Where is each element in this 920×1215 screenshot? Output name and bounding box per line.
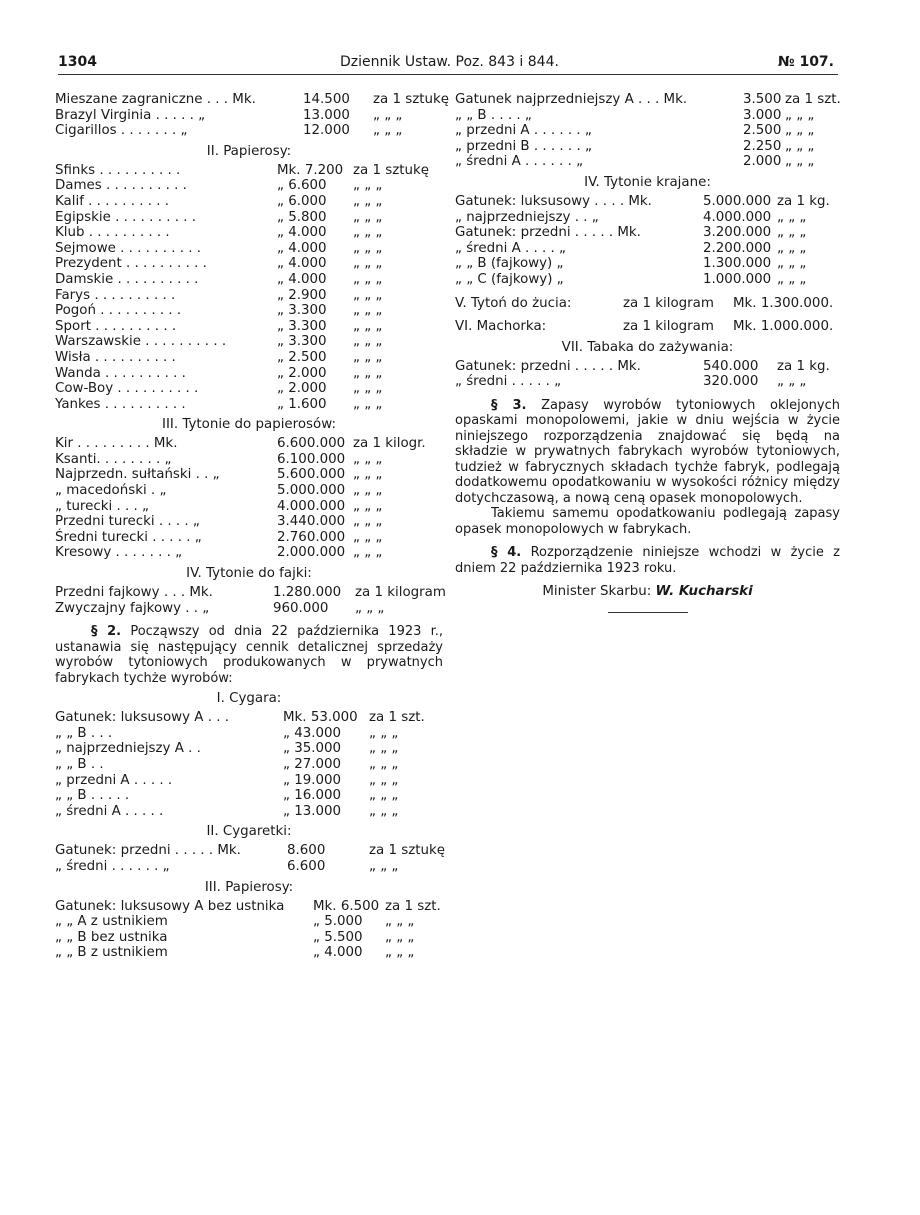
- list-item: [55, 288, 443, 304]
- item-label: „ przedni A . . . . . . „: [455, 123, 592, 139]
- item-label: Średni turecki . . . . . „: [55, 529, 202, 545]
- section-mark: § 3.: [491, 397, 527, 413]
- item-price: 5.000.000: [277, 483, 346, 499]
- item-price: „ 4.000: [313, 945, 363, 961]
- list-item: [55, 452, 443, 468]
- tabaka-list: [455, 359, 840, 390]
- item-unit: „ „ „: [777, 225, 807, 241]
- list-item: [55, 467, 443, 483]
- item-price: „ 3.300: [277, 334, 327, 350]
- item-unit: za 1 szt.: [385, 898, 441, 914]
- paragraph-2: [55, 624, 443, 686]
- list-item: [55, 210, 443, 226]
- item-label: Przedni fajkowy . . . Mk.: [55, 585, 213, 601]
- dot-leader: . . . . . . . . . .: [95, 303, 182, 319]
- item-label: „ „ A z ustnikiem: [55, 914, 168, 930]
- item-price: 1.000.000: [703, 271, 772, 287]
- paragraph-4: [455, 545, 840, 576]
- item-price: „ 2.000: [277, 365, 327, 381]
- item-label: Kresowy . . . . . . . „: [55, 545, 183, 561]
- list-item: [55, 914, 443, 930]
- item-price: „ 3.300: [277, 303, 327, 319]
- item-unit: „ „ „: [369, 725, 399, 741]
- item-price: 6.100.000: [277, 451, 346, 467]
- end-rule: [608, 612, 688, 613]
- list-item: [55, 545, 443, 561]
- dot-leader: . . . . . . . . . .: [115, 240, 202, 256]
- item-label: V. Tytoń do żucia:: [455, 295, 572, 311]
- item-unit: „ „ „: [353, 498, 383, 514]
- list-item: [55, 741, 443, 757]
- page-header: [58, 52, 838, 75]
- cygaretki-list: [55, 843, 446, 874]
- dot-leader: . . . . . . . . . .: [140, 334, 227, 350]
- krajane-heading: IV. Tytonie krajane:: [584, 174, 711, 190]
- item-unit: „ „ „: [355, 600, 385, 616]
- item-price: 2.250: [743, 138, 782, 154]
- item-price: Mk. 6.500: [313, 898, 380, 914]
- item-label: VI. Machorka:: [455, 319, 547, 335]
- list-item: [455, 272, 840, 288]
- list-item: [55, 241, 443, 257]
- item-label: Ksanti. . . . . . . . „: [55, 451, 172, 467]
- item-price: 3.000: [743, 107, 782, 123]
- list-item: [55, 843, 446, 859]
- item-price: „ 27.000: [283, 757, 342, 772]
- list-item: [55, 163, 443, 179]
- item-label: „ „ B . . . . „: [455, 107, 532, 123]
- item-unit: „ „ „: [777, 209, 807, 225]
- item-unit: za 1 kilogr.: [353, 436, 426, 452]
- item-label: „ najprzedniejszy A . .: [55, 741, 201, 757]
- papierosy-heading: II. Papierosy:: [206, 143, 292, 159]
- item-unit: „ „ „: [385, 945, 415, 961]
- item-price: 1.280.000: [273, 585, 342, 601]
- list-item: [55, 530, 443, 546]
- item-label: Sport . . . . . . . . . .: [55, 318, 177, 334]
- item-unit: „ „ „: [385, 914, 415, 930]
- item-unit: „ „ „: [353, 529, 383, 545]
- list-item: [55, 108, 443, 124]
- list-item: [55, 366, 443, 382]
- item-unit: „ „ „: [353, 381, 383, 397]
- item-label: „ macedoński . „: [55, 483, 167, 499]
- item-price: „ 16.000: [283, 788, 342, 804]
- item-unit: „ „ „: [353, 193, 383, 209]
- item-label: „ „ B . . .: [55, 725, 113, 741]
- item-price: Mk. 1.000.000.: [733, 319, 834, 335]
- item-price: 2.200.000: [703, 240, 772, 256]
- item-price: 1.300.000: [703, 256, 772, 272]
- item-label: „ średni A . . . . . . „: [455, 154, 584, 170]
- item-price: 3.200.000: [703, 225, 772, 241]
- cygaretki-heading: II. Cygaretki:: [206, 824, 292, 840]
- item-price: Mk. 7.200: [277, 162, 344, 178]
- list-item: [455, 108, 840, 124]
- item-price: „ 6.600: [277, 178, 327, 194]
- list-item: [55, 381, 443, 397]
- list-item: [455, 139, 840, 155]
- paragraph-3: [455, 398, 840, 507]
- item-label: „ najprzedniejszy . . „: [455, 209, 599, 225]
- list-item: [55, 334, 443, 350]
- issue-number: № 107.: [777, 54, 834, 70]
- cygara-list: [55, 710, 443, 819]
- item-unit: „ „ „: [785, 138, 815, 154]
- list-item: [55, 92, 450, 108]
- list-item: [455, 194, 840, 210]
- item-price: 5.000.000: [703, 193, 772, 209]
- dot-leader: . . . . . . . . . .: [100, 396, 186, 412]
- tytonie-list: [55, 436, 443, 561]
- list-item: [55, 499, 443, 515]
- item-label: „ średni A . . . . „: [455, 240, 566, 256]
- item-label: „ „ C (fajkowy) „: [455, 271, 564, 287]
- fajki-list: [55, 585, 446, 616]
- papierosy-list: [55, 163, 443, 413]
- item-unit: „ „ „: [785, 154, 815, 170]
- list-item: [55, 256, 443, 272]
- item-price: 8.600: [287, 843, 326, 859]
- paragraph-text: Rozporządzenie niniejsze wchodzi w życie z dniem 22 października 1923 roku.: [455, 545, 841, 576]
- item-label: Sfinks . . . . . . . . . .: [55, 162, 181, 178]
- dot-leader: . . . . . . . . . .: [113, 271, 199, 287]
- item-unit: „ „ „: [353, 287, 383, 303]
- item-label: Przedni turecki . . . . „: [55, 514, 200, 530]
- cygara-heading: I. Cygara:: [216, 691, 282, 707]
- item-unit: za 1 sztukę: [369, 843, 446, 859]
- item-label: Prezydent . . . . . . . . . .: [55, 256, 207, 272]
- item-label: „ „ B . .: [55, 757, 104, 772]
- zucie-row: [455, 296, 840, 312]
- item-price: 3.440.000: [277, 514, 346, 530]
- item-unit: za 1 szt.: [785, 92, 841, 107]
- list-item: [455, 256, 840, 272]
- item-label: Cigarillos . . . . . . . „: [55, 123, 188, 139]
- item-label: „ średni . . . . . „: [455, 374, 562, 390]
- list-item: [55, 303, 443, 319]
- list-item: [55, 319, 443, 335]
- item-unit: za 1 kg.: [777, 358, 830, 374]
- section-mark: § 4.: [491, 545, 522, 561]
- papierosy2-heading: III. Papierosy:: [204, 879, 294, 895]
- item-unit: „ „ „: [353, 271, 383, 287]
- item-price: „ 5.000: [313, 914, 363, 930]
- item-label: „ „ B bez ustnika: [55, 929, 168, 945]
- item-unit: „ „ „: [353, 178, 383, 194]
- item-unit: „ „ „: [353, 451, 383, 467]
- item-price: 14.500: [303, 92, 350, 107]
- list-item: [455, 123, 840, 139]
- item-price: „ 6.000: [277, 193, 327, 209]
- item-label: Damskie . . . . . . . . . .: [55, 271, 199, 287]
- item-label: „ turecki . . . „: [55, 498, 149, 514]
- item-price: „ 2.500: [277, 349, 327, 365]
- item-label: Warszawskie . . . . . . . . . .: [55, 334, 227, 350]
- item-label: Wanda . . . . . . . . . .: [55, 365, 186, 381]
- item-label: Klub . . . . . . . . . .: [55, 225, 170, 241]
- item-unit: za 1 sztukę: [353, 162, 430, 178]
- item-price: 2.760.000: [277, 529, 346, 545]
- dot-leader: . . . . . . . . . .: [101, 178, 187, 194]
- item-price: 12.000: [303, 123, 350, 139]
- item-price: 3.500: [743, 92, 782, 107]
- item-price: 6.600: [287, 858, 326, 874]
- dot-leader: . . . . . . . . . .: [90, 318, 177, 334]
- item-label: Egipskie . . . . . . . . . .: [55, 209, 197, 225]
- item-price: 2.000.000: [277, 545, 346, 561]
- item-label: Cow-Boy . . . . . . . . . .: [55, 381, 199, 397]
- dot-leader: . . . . . . . . . .: [121, 256, 207, 272]
- item-label: „ „ B z ustnikiem: [55, 945, 168, 961]
- item-price: „ 1.600: [277, 396, 327, 412]
- item-price: „ 4.000: [277, 240, 327, 256]
- left-column: [55, 92, 450, 961]
- item-label: „ przedni A . . . . .: [55, 772, 173, 788]
- list-item: [55, 483, 443, 499]
- item-unit: „ „ „: [369, 803, 399, 819]
- list-item: [55, 397, 443, 413]
- signature: [455, 584, 840, 600]
- item-unit: „ „ „: [353, 225, 383, 241]
- item-unit: za 1 sztukę: [373, 92, 450, 107]
- list-item: [55, 804, 443, 820]
- list-item: [455, 92, 840, 108]
- item-label: Gatunek: przedni . . . . . Mk.: [55, 843, 241, 859]
- item-unit: „ „ „: [777, 256, 807, 272]
- item-unit: za 1 kilogram: [623, 319, 714, 335]
- section-mark: § 2.: [91, 624, 122, 640]
- item-unit: „ „ „: [785, 107, 815, 123]
- tytonie-heading: III. Tytonie do papierosów:: [162, 417, 336, 433]
- item-price: „ 19.000: [283, 772, 342, 788]
- item-price: 320.000: [703, 374, 759, 390]
- item-unit: „ „ „: [373, 107, 403, 123]
- list-item: [55, 194, 443, 210]
- item-label: Zwyczajny fajkowy . . „: [55, 600, 210, 616]
- list-item: [55, 350, 443, 366]
- item-price: 4.000.000: [277, 498, 346, 514]
- dot-leader: . . . . . . . . . .: [90, 287, 176, 303]
- item-unit: „ „ „: [353, 318, 383, 334]
- item-unit: „ „ „: [353, 303, 383, 319]
- item-unit: „ „ „: [369, 858, 399, 874]
- item-price: „ 2.900: [277, 287, 327, 303]
- item-price: Mk. 53.000: [283, 710, 358, 726]
- list-item: [55, 436, 443, 452]
- item-unit: za 1 kilogram: [623, 295, 714, 311]
- item-unit: „ „ „: [353, 240, 383, 256]
- dot-leader: . . . . . . . . . .: [110, 209, 197, 225]
- item-unit: „ „ „: [353, 365, 383, 381]
- item-price: 540.000: [703, 358, 759, 374]
- gatunki-list: [455, 92, 840, 170]
- item-price: 2.000: [743, 154, 782, 170]
- item-price: 960.000: [273, 600, 329, 616]
- dot-leader: . . . . . . . . . .: [100, 365, 186, 381]
- item-unit: „ „ „: [785, 123, 815, 139]
- list-item: [55, 514, 443, 530]
- item-unit: „ „ „: [385, 929, 415, 945]
- item-label: „ „ B . . . . .: [55, 788, 130, 804]
- item-label: „ „ B (fajkowy) „: [455, 256, 564, 272]
- item-unit: „ „ „: [369, 772, 399, 788]
- list-item: [55, 601, 443, 617]
- paragraph-text: Począwszy od dnia 22 października 1923 r., ustanawia się następujący cennik detalicznej sprzedaży wyrobów tytoniowych produkowanych w prywatnych fabrykach tychże wyrobów:: [55, 624, 444, 686]
- list-item: [55, 123, 443, 139]
- item-unit: za 1 kilogram: [355, 585, 446, 601]
- item-label: „ średni A . . . . .: [55, 803, 164, 819]
- item-unit: „ „ „: [353, 396, 383, 412]
- list-item: [455, 225, 840, 241]
- item-unit: „ „ „: [353, 334, 383, 350]
- list-item: [55, 726, 443, 742]
- item-unit: „ „ „: [777, 240, 807, 256]
- item-label: Mieszane zagraniczne . . . Mk.: [55, 92, 256, 107]
- item-unit: „ „ „: [373, 123, 403, 139]
- dot-leader: . . . . . . . . . .: [95, 162, 181, 178]
- item-price: „ 4.000: [277, 256, 327, 272]
- item-unit: „ „ „: [353, 256, 383, 272]
- item-price: „ 5.500: [313, 929, 363, 945]
- item-unit: „ „ „: [353, 209, 383, 225]
- item-unit: „ „ „: [369, 757, 399, 772]
- item-unit: „ „ „: [369, 741, 399, 757]
- list-item: [55, 899, 443, 915]
- item-label: Gatunek: przedni . . . . . Mk.: [455, 225, 641, 241]
- list-item: [455, 374, 840, 390]
- page-number: 1304: [58, 54, 97, 70]
- item-unit: „ „ „: [353, 545, 383, 561]
- list-item: [55, 178, 443, 194]
- papierosy2-list: [55, 899, 443, 961]
- item-unit: „ „ „: [353, 349, 383, 365]
- dot-leader: . . . . . . . . . .: [83, 193, 170, 209]
- item-label: Gatunek: przedni . . . . . Mk.: [455, 358, 641, 374]
- machorka-row: [455, 319, 840, 335]
- item-unit: „ „ „: [777, 271, 807, 287]
- item-price: 5.600.000: [277, 467, 346, 483]
- fajki-heading: IV. Tytonie do fajki:: [186, 566, 312, 582]
- item-price: Mk. 1.300.000.: [733, 295, 834, 311]
- item-label: Yankes . . . . . . . . . .: [55, 396, 186, 412]
- list-item: [55, 225, 443, 241]
- item-price: „ 4.000: [277, 225, 327, 241]
- list-item: [455, 154, 840, 170]
- list-item: [55, 710, 443, 726]
- item-price: „ 43.000: [283, 725, 342, 741]
- journal-title: Dziennik Ustaw. Poz. 843 i 844.: [340, 54, 559, 70]
- paragraph-text: Takiemu samemu opodatkowaniu podlegają zapasy opasek monopolowych w fabrykach.: [455, 506, 840, 537]
- item-unit: za 1 szt.: [369, 710, 425, 726]
- item-label: Gatunek: luksusowy A bez ustnika: [55, 898, 285, 914]
- item-price: 6.600.000: [277, 436, 346, 452]
- item-price: 2.500: [743, 123, 782, 139]
- item-label: Wisła . . . . . . . . . .: [55, 349, 176, 365]
- item-unit: „ „ „: [353, 483, 383, 499]
- list-item: [455, 359, 840, 375]
- list-item: [55, 945, 443, 961]
- item-label: Pogoń . . . . . . . . . .: [55, 303, 182, 319]
- right-column: [455, 92, 840, 613]
- dot-leader: . . . . . . . . . .: [84, 225, 170, 241]
- item-price: 4.000.000: [703, 209, 772, 225]
- item-unit: „ „ „: [353, 467, 383, 483]
- item-price: „ 2.000: [277, 381, 327, 397]
- tabaka-heading: VII. Tabaka do zażywania:: [561, 339, 734, 355]
- signature-name: W. Kucharski: [655, 584, 753, 600]
- item-price: „ 4.000: [277, 271, 327, 287]
- item-label: Kir . . . . . . . . . Mk.: [55, 436, 178, 452]
- item-unit: „ „ „: [777, 374, 807, 390]
- list-item: [55, 757, 443, 773]
- item-price: „ 3.300: [277, 318, 327, 334]
- item-unit: „ „ „: [353, 514, 383, 530]
- item-price: „ 13.000: [283, 803, 342, 819]
- list-item: [55, 859, 443, 875]
- item-label: „ przedni B . . . . . . „: [455, 138, 592, 154]
- item-label: Najprzedn. sułtański . . „: [55, 467, 220, 483]
- item-label: Sejmowe . . . . . . . . . .: [55, 240, 202, 256]
- item-price: „ 35.000: [283, 741, 342, 757]
- item-label: Kalif . . . . . . . . . .: [55, 193, 170, 209]
- dot-leader: . . . . . . . . . .: [113, 381, 199, 397]
- paragraph-3b: [455, 506, 840, 537]
- item-price: „ 5.800: [277, 209, 327, 225]
- item-label: Brazyl Virginia . . . . . „: [55, 107, 206, 123]
- list-item: [455, 210, 840, 226]
- list-item: [55, 272, 443, 288]
- list-item: [455, 241, 840, 257]
- list-item: [55, 773, 443, 789]
- krajane-list: [455, 194, 840, 288]
- mieszane-list: [55, 92, 450, 139]
- item-unit: za 1 kg.: [777, 193, 830, 209]
- item-label: Gatunek najprzedniejszy A . . . Mk.: [455, 92, 688, 107]
- list-item: [55, 930, 443, 946]
- item-label: Gatunek: luksusowy A . . .: [55, 710, 229, 726]
- item-label: Gatunek: luksusowy . . . . Mk.: [455, 193, 652, 209]
- item-label: Dames . . . . . . . . . .: [55, 178, 187, 194]
- dot-leader: . . . . . . . . . .: [90, 349, 176, 365]
- item-label: Farys . . . . . . . . . .: [55, 287, 176, 303]
- signature-label: Minister Skarbu:: [542, 584, 652, 600]
- item-unit: „ „ „: [369, 788, 399, 804]
- item-label: „ średni . . . . . . „: [55, 858, 170, 874]
- paragraph-text: Zapasy wyrobów tytoniowych oklejonych opaskami monopolowemi, jakie w dniu wejścia w życie niniejszego rozporządzenia znajdować się będą na składzie w prywatnych fabrykach wyrobów tytoniowych, tudzież w fabrycznych składach tychże fabryk, podlegają dodatkowemu opodatkowaniu w wysokości różnicy między dotychczasową, a nową ceną opasek monopolowych.: [455, 397, 840, 506]
- item-price: 13.000: [303, 107, 350, 123]
- list-item: [55, 585, 446, 601]
- list-item: [55, 788, 443, 804]
